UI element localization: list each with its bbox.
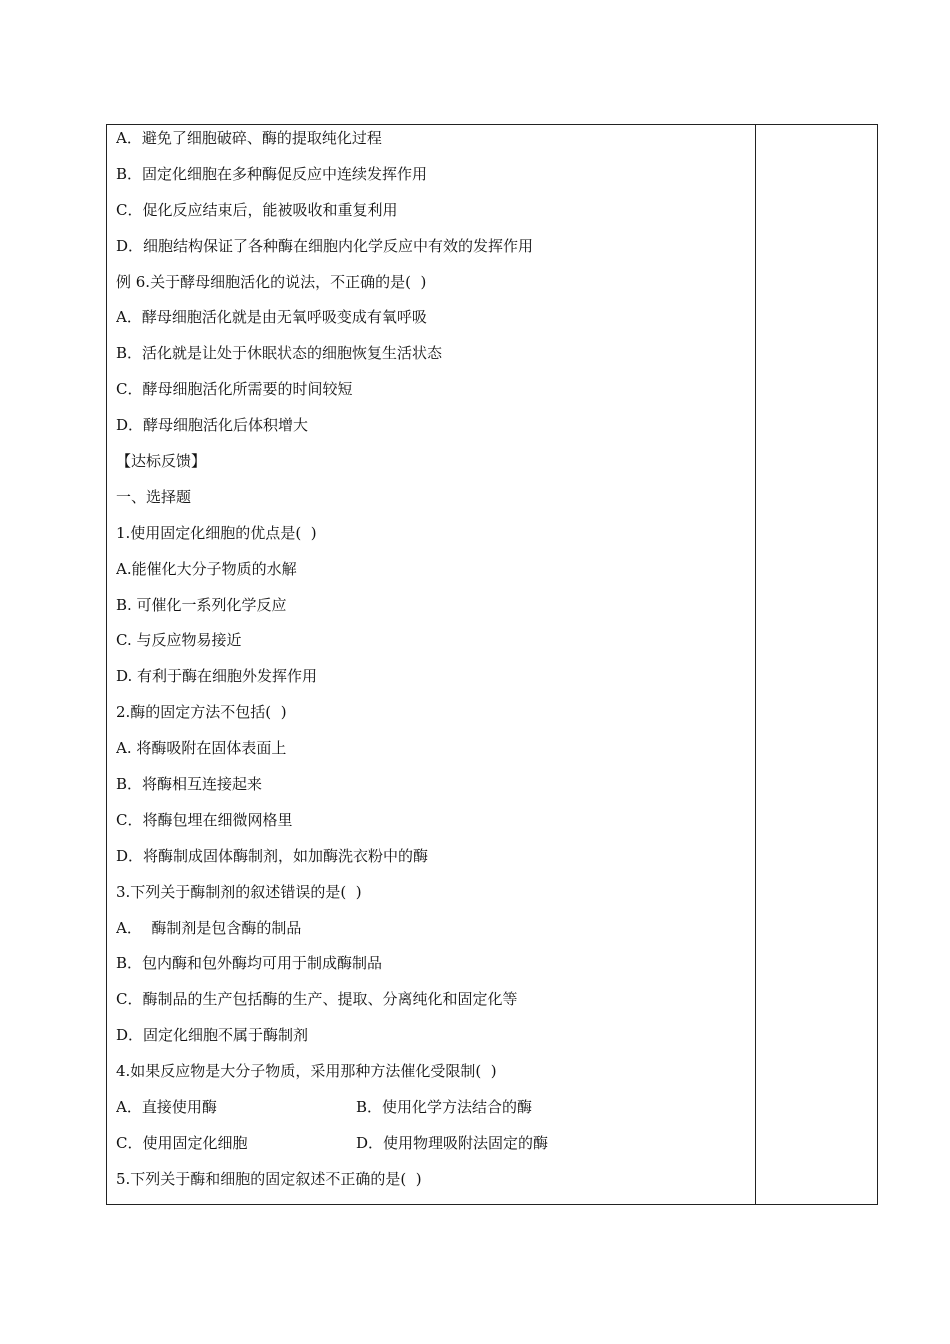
notes-column-divider bbox=[755, 125, 756, 1204]
text-line: D．酵母细胞活化后体积增大 bbox=[116, 416, 309, 435]
question-3: 3.下列关于酶制剂的叙述错误的是( ) bbox=[116, 882, 362, 901]
text-line: C．酵母细胞活化所需要的时间较短 bbox=[116, 380, 353, 399]
section-heading-choice: 一、选择题 bbox=[116, 487, 192, 506]
text-line: B．包内酶和包外酶均可用于制成酶制品 bbox=[116, 954, 383, 973]
text-line: A． 酶制剂是包含酶的制品 bbox=[116, 918, 302, 937]
text-line: C．促化反应结束后，能被吸收和重复利用 bbox=[116, 200, 398, 219]
text-line: B．活化就是让处于休眠状态的细胞恢复生活状态 bbox=[116, 344, 443, 363]
question-4: 4.如果反应物是大分子物质，采用那种方法催化受限制( ) bbox=[116, 1062, 497, 1081]
text-line: D. 有利于酶在细胞外发挥作用 bbox=[116, 667, 318, 686]
section-heading-feedback: 【达标反馈】 bbox=[116, 452, 207, 471]
q4-option-a: A．直接使用酶 bbox=[116, 1098, 217, 1117]
text-line: C. 与反应物易接近 bbox=[116, 631, 242, 650]
q4-option-d: D．使用物理吸附法固定的酶 bbox=[356, 1133, 549, 1152]
text-line: B．将酶相互连接起来 bbox=[116, 775, 263, 794]
text-line: A．酵母细胞活化就是由无氧呼吸变成有氧呼吸 bbox=[116, 308, 427, 327]
text-line: D．固定化细胞不属于酶制剂 bbox=[116, 1026, 309, 1045]
question-2: 2.酶的固定方法不包括( ) bbox=[116, 703, 287, 722]
text-line: B. 可催化一系列化学反应 bbox=[116, 595, 287, 614]
question-1: 1.使用固定化细胞的优点是( ) bbox=[116, 523, 317, 542]
text-line: A. 将酶吸附在固体表面上 bbox=[116, 739, 287, 758]
worksheet-table bbox=[106, 124, 878, 1205]
text-line: A.能催化大分子物质的水解 bbox=[116, 559, 297, 578]
text-line: D．将酶制成固体酶制剂，如加酶洗衣粉中的酶 bbox=[116, 846, 429, 865]
worksheet-content bbox=[116, 125, 746, 1202]
q4-options-row-1 bbox=[116, 1094, 746, 1130]
question-5: 5.下列关于酶和细胞的固定叙述不正确的是( ) bbox=[116, 1169, 422, 1188]
text-line: C．酶制品的生产包括酶的生产、提取、分离纯化和固定化等 bbox=[116, 990, 518, 1009]
text-line: D．细胞结构保证了各种酶在细胞内化学反应中有效的发挥作用 bbox=[116, 236, 534, 255]
text-line: C．将酶包埋在细微网格里 bbox=[116, 810, 293, 829]
q4-options-row-2 bbox=[116, 1130, 746, 1166]
text-line: B．固定化细胞在多种酶促反应中连续发挥作用 bbox=[116, 164, 428, 183]
q4-option-c: C．使用固定化细胞 bbox=[116, 1133, 248, 1152]
text-line: A．避免了细胞破碎、酶的提取纯化过程 bbox=[116, 129, 382, 147]
question-example-6: 例 6.关于酵母细胞活化的说法，不正确的是( ) bbox=[116, 272, 427, 291]
q4-option-b: B．使用化学方法结合的酶 bbox=[356, 1098, 533, 1117]
